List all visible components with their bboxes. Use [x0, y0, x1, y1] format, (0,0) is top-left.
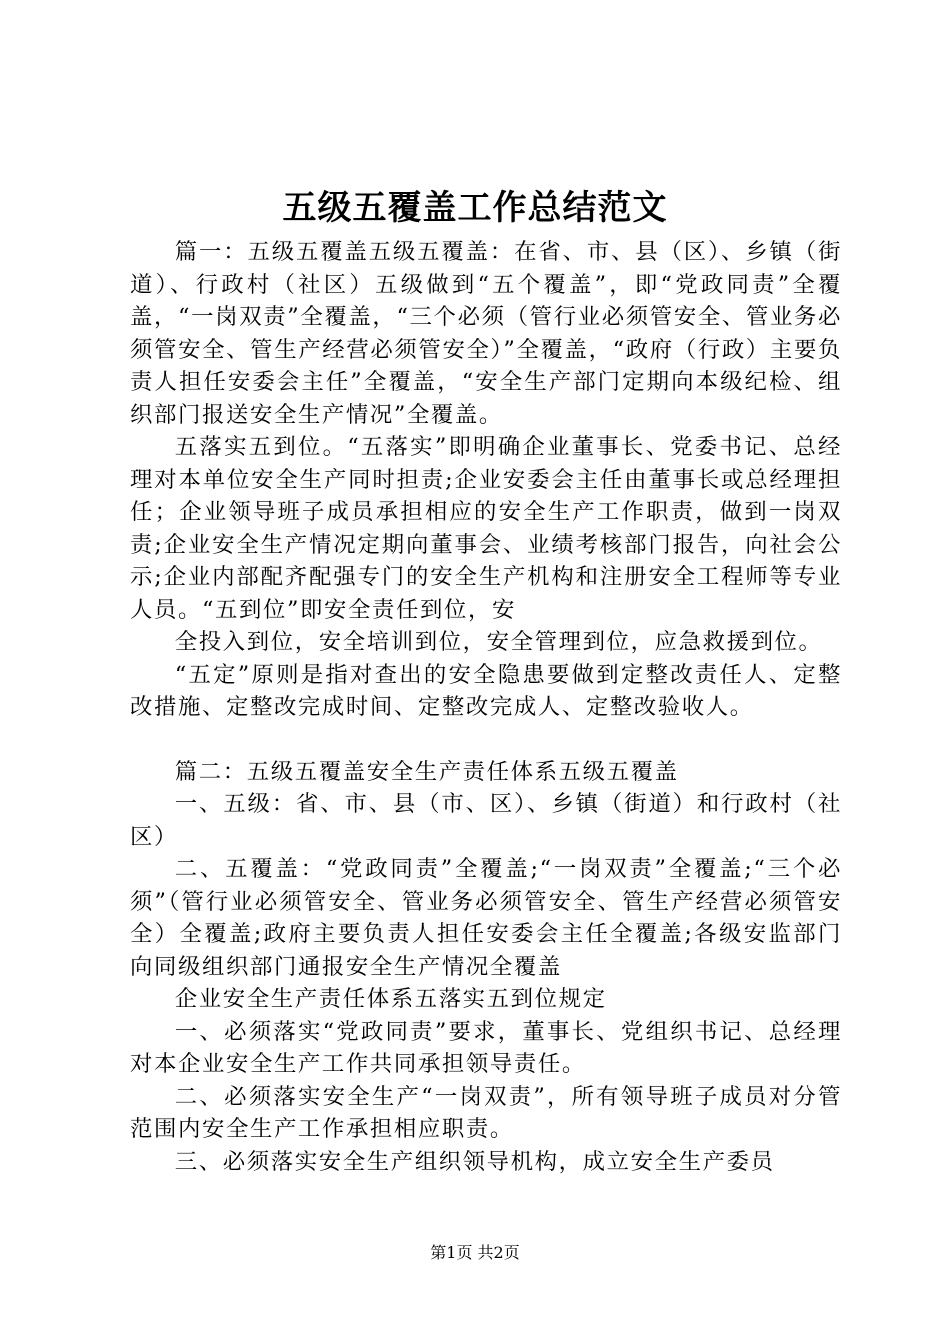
- paragraph: 全投入到位，安全培训到位，安全管理到位，应急救援到位。: [174, 629, 823, 655]
- paragraph: 二、五覆盖：“党政同责”全覆盖;“一岗双责”全覆盖;“三个必须”（管行业必须管安全、管业务必须管安全、管生产经营必须管安全）全覆盖;政府主要负责人担任安委会主任全覆盖;各级安监部门向同级组织部门通报安全生产情况全覆盖: [130, 856, 842, 980]
- section-heading: 篇二：五级五覆盖安全生产责任体系五级五覆盖: [174, 758, 679, 785]
- page-footer: 第1页 共2页: [430, 1243, 520, 1262]
- document-title: 五级五覆盖工作总结范文: [282, 188, 668, 228]
- document-body: [130, 236, 842, 1178]
- paragraph: 篇一：五级五覆盖五级五覆盖：在省、市、县（区）、乡镇（街道）、行政村（社区）五级做到“五个覆盖”，即“党政同责”全覆盖，“一岗双责”全覆盖，“三个必须（管行业必须管安全、管业务必须管安全、管生产经营必须管安全）”全覆盖，“政府（行政）主要负责人担任安委会主任”全覆盖，“安全生产部门定期向本级纪检、组织部门报送安全生产情况”全覆盖。: [130, 239, 842, 428]
- paragraph: 一、必须落实“党政同责”要求，董事长、党组织书记、总经理对本企业安全生产工作共同承担领导责任。: [130, 1018, 842, 1077]
- paragraph: “五定”原则是指对查出的安全隐患要做到定整改责任人、定整改措施、定整改完成时间、定整改完成人、定整改验收人。: [130, 661, 842, 720]
- paragraph: 三、必须落实安全生产组织领导机构，成立安全生产委员: [174, 1148, 775, 1175]
- paragraph: 一、五级：省、市、县（市、区）、乡镇（街道）和行政村（社区）: [130, 791, 842, 850]
- paragraph: 五落实五到位。“五落实”即明确企业董事长、党委书记、总经理对本单位安全生产同时担责;企业安委会主任由董事长或总经理担任；企业领导班子成员承担相应的安全生产工作职责，做到一岗双责;企业安全生产情况定期向董事会、业绩考核部门报告，向社会公示;企业内部配齐配强专门的安全生产机构和注册安全工程师等专业人员。“五到位”即安全责任到位，安: [130, 434, 842, 623]
- paragraph: 二、必须落实安全生产“一岗双责”，所有领导班子成员对分管范围内安全生产工作承担相应职责。: [130, 1083, 842, 1142]
- paragraph: 企业安全生产责任体系五落实五到位规定: [174, 986, 607, 1012]
